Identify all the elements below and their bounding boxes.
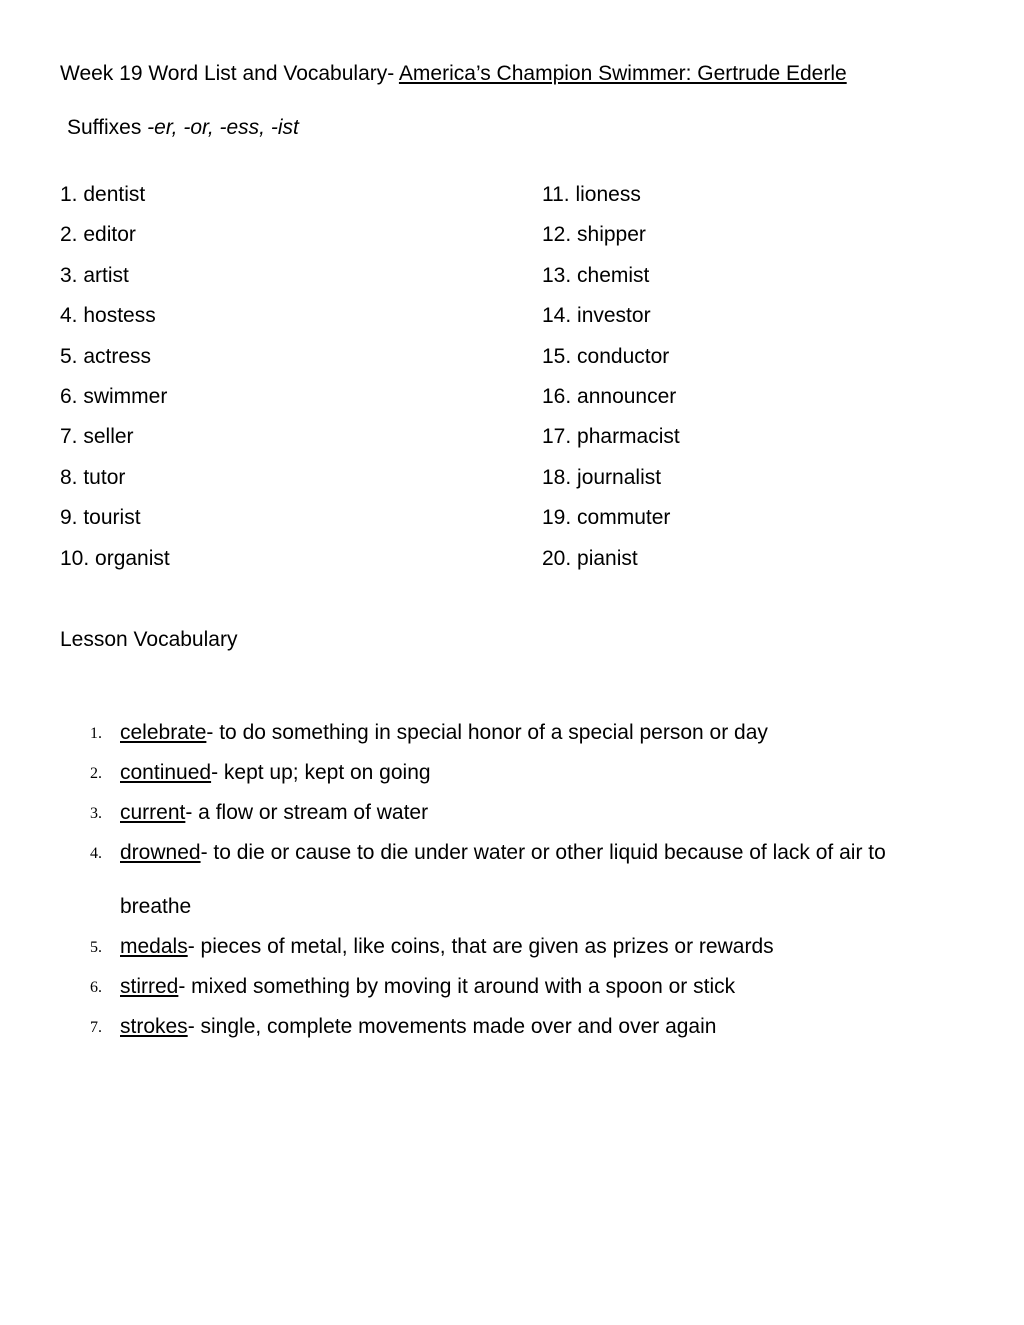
word-list-item: 20. pianist	[542, 546, 638, 570]
word-list-item: 5. actress	[60, 344, 152, 368]
suffix-label: Suffixes	[67, 116, 148, 139]
page-title	[60, 62, 847, 86]
vocab-item	[0, 826, 960, 934]
story-title: America’s Champion Swimmer: Gertrude Ederle	[398, 62, 847, 85]
vocab-definition: - mixed something by moving it around with a spoon or stick	[178, 975, 736, 998]
vocab-term: stirred	[120, 975, 179, 998]
word-list-item: 10. organist	[60, 546, 170, 570]
word-list-item: 18. journalist	[542, 465, 662, 489]
title-prefix: Week 19 Word List and Vocabulary-	[60, 62, 399, 85]
suffix-line	[67, 116, 299, 140]
word-list-item: 11. lioness	[542, 183, 641, 206]
vocab-term: drowned	[120, 841, 201, 864]
lesson-vocabulary-list	[0, 706, 1024, 1054]
word-list-item: 3. artist	[60, 263, 129, 287]
word-list-left-column	[60, 183, 170, 587]
word-list-item: 9. tourist	[60, 506, 141, 530]
vocab-term: medals	[120, 935, 188, 958]
suffix-forms: -er, -or, -ess, -ist	[147, 116, 299, 139]
vocab-number: 5.	[90, 939, 102, 956]
word-list-item: 12. shipper	[542, 223, 646, 247]
word-list-item: 7. seller	[60, 425, 134, 449]
lesson-vocabulary-heading: Lesson Vocabulary	[60, 628, 238, 651]
word-list-item: 15. conductor	[542, 344, 670, 368]
vocab-term: celebrate	[120, 721, 207, 744]
word-list-item: 16. announcer	[542, 384, 677, 408]
vocab-number: 7.	[90, 1019, 102, 1036]
word-list-item: 4. hostess	[60, 304, 156, 328]
vocab-item	[0, 1000, 960, 1054]
word-list-item: 1. dentist	[60, 183, 146, 206]
word-list-item: 6. swimmer	[60, 384, 168, 408]
vocab-number: 1.	[90, 725, 102, 742]
word-list-item: 17. pharmacist	[542, 425, 680, 449]
vocab-definition: - a flow or stream of water	[185, 801, 429, 824]
vocab-definition: - pieces of metal, like coins, that are given as prizes or rewards	[187, 935, 774, 958]
vocab-number: 6.	[90, 979, 102, 996]
vocab-number: 2.	[90, 765, 102, 782]
vocab-definition: - single, complete movements made over and over again	[187, 1015, 717, 1038]
vocab-number: 4.	[90, 845, 102, 862]
vocab-definition: - to do something in special honor of a special person or day	[206, 721, 768, 744]
vocab-term: strokes	[120, 1015, 188, 1038]
word-list-item: 14. investor	[542, 304, 651, 328]
vocab-definition: - to die or cause to die under water or other liquid because of lack of air to breathe	[120, 841, 886, 918]
word-list-item: 8. tutor	[60, 465, 126, 489]
vocab-term: continued	[120, 761, 212, 784]
vocab-number: 3.	[90, 805, 102, 822]
word-list-item: 13. chemist	[542, 263, 650, 287]
word-list-item: 19. commuter	[542, 506, 671, 530]
word-list-item: 2. editor	[60, 223, 136, 247]
vocab-definition: - kept up; kept on going	[211, 761, 431, 784]
vocab-term: current	[120, 801, 186, 824]
word-list-right-column	[542, 183, 680, 587]
